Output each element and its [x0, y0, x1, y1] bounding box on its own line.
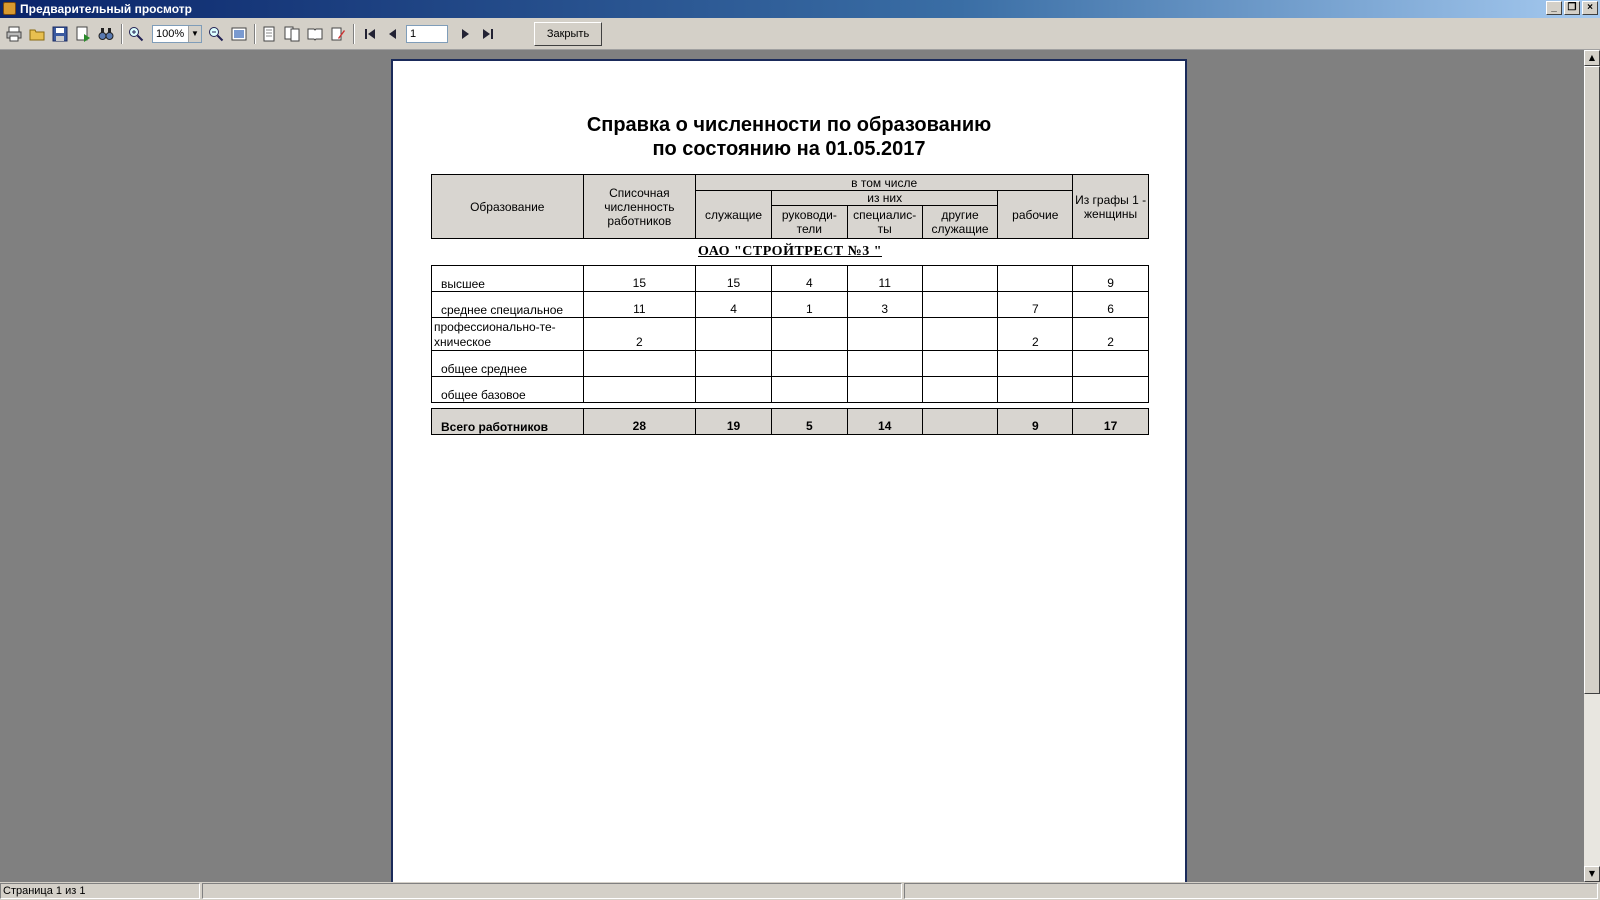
cell-employees	[696, 377, 772, 403]
table-row	[432, 377, 1149, 403]
prev-page-icon[interactable]	[384, 25, 402, 43]
cell-specialists: 3	[847, 292, 922, 318]
header-including: в том числе	[696, 175, 1073, 191]
table-row	[432, 351, 1149, 377]
first-page-icon[interactable]	[361, 25, 379, 43]
total-women: 17	[1073, 409, 1149, 435]
scroll-thumb[interactable]	[1584, 66, 1600, 694]
cell-other	[922, 377, 998, 403]
header-employees: служащие	[696, 191, 772, 239]
toolbar	[0, 18, 1600, 50]
export-icon[interactable]	[74, 25, 92, 43]
cell-women: 9	[1073, 266, 1149, 292]
cell-other	[922, 266, 998, 292]
save-icon[interactable]	[51, 25, 69, 43]
minimize-button[interactable]: _	[1546, 1, 1562, 15]
cell-workers	[998, 377, 1073, 403]
zoom-in-icon[interactable]	[127, 25, 145, 43]
table-row	[432, 292, 1149, 318]
total-specialists: 14	[847, 409, 922, 435]
cell-employees: 15	[696, 266, 772, 292]
cell-headcount	[583, 377, 696, 403]
window-controls	[1546, 1, 1598, 15]
zoom-out-icon[interactable]	[207, 25, 225, 43]
cell-specialists	[847, 318, 922, 351]
cell-managers	[771, 377, 847, 403]
vertical-scrollbar[interactable]	[1584, 50, 1600, 882]
cell-managers: 1	[771, 292, 847, 318]
cell-headcount: 15	[583, 266, 696, 292]
page-number-input[interactable]: 1	[406, 25, 448, 43]
cell-managers: 4	[771, 266, 847, 292]
total-managers: 5	[771, 409, 847, 435]
restore-button[interactable]: ❐	[1564, 1, 1580, 15]
cell-specialists	[847, 377, 922, 403]
header-other-employees: другие служащие	[922, 206, 998, 239]
total-headcount: 28	[583, 409, 696, 435]
header-workers: рабочие	[998, 191, 1073, 239]
cell-workers: 7	[998, 292, 1073, 318]
zoom-select[interactable]	[152, 25, 202, 43]
fit-page-icon[interactable]	[230, 25, 248, 43]
header-headcount: Списочная численность работников	[583, 175, 696, 239]
cell-other	[922, 292, 998, 318]
scroll-up-icon[interactable]: ▲	[1584, 50, 1600, 66]
row-label: общее базовое	[432, 377, 584, 403]
toolbar-separator	[121, 24, 123, 44]
cell-women	[1073, 377, 1149, 403]
cell-specialists	[847, 351, 922, 377]
app-icon	[3, 2, 16, 15]
total-label: Всего работников	[432, 409, 584, 435]
cell-managers	[771, 351, 847, 377]
last-page-icon[interactable]	[479, 25, 497, 43]
toolbar-separator	[353, 24, 355, 44]
header-managers: руководи-тели	[771, 206, 847, 239]
total-other	[922, 409, 998, 435]
table-row	[432, 318, 1149, 351]
cell-employees	[696, 351, 772, 377]
report-page	[391, 59, 1187, 889]
report-table	[431, 174, 1149, 435]
title-bar	[0, 0, 1600, 18]
single-page-icon[interactable]	[260, 25, 278, 43]
edit-icon[interactable]	[329, 25, 347, 43]
cell-employees: 4	[696, 292, 772, 318]
total-row	[432, 409, 1149, 435]
status-bar	[0, 882, 1600, 900]
row-label: профессионально-те-хническое	[432, 318, 584, 351]
report-title-line1: Справка о численности по образованию	[586, 114, 992, 136]
scroll-down-icon[interactable]: ▼	[1584, 866, 1600, 882]
status-panel	[202, 883, 902, 899]
cell-headcount: 11	[583, 292, 696, 318]
row-label: среднее специальное	[432, 292, 584, 318]
find-icon[interactable]	[97, 25, 115, 43]
chevron-down-icon[interactable]: ▼	[188, 26, 201, 42]
zoom-value: 100%	[156, 28, 185, 40]
cell-managers	[771, 318, 847, 351]
cell-workers: 2	[998, 318, 1073, 351]
organization-name: ОАО "СТРОЙТРЕСТ №3 "	[432, 239, 1149, 266]
window-title: Предварительный просмотр	[20, 2, 192, 16]
cell-headcount	[583, 351, 696, 377]
row-label: общее среднее	[432, 351, 584, 377]
cell-specialists: 11	[847, 266, 922, 292]
cell-other	[922, 318, 998, 351]
header-women: Из графы 1 - женщины	[1073, 175, 1149, 239]
next-page-icon[interactable]	[456, 25, 474, 43]
header-specialists: специалис-ты	[847, 206, 922, 239]
cell-women	[1073, 351, 1149, 377]
toolbar-separator	[254, 24, 256, 44]
table-row	[432, 266, 1149, 292]
report-title-line2: по состоянию на 01.05.2017	[652, 138, 926, 160]
status-panel	[904, 883, 1598, 899]
cell-workers	[998, 351, 1073, 377]
close-button[interactable]: Закрыть	[534, 22, 602, 46]
row-label: высшее	[432, 266, 584, 292]
total-employees: 19	[696, 409, 772, 435]
cell-workers	[998, 266, 1073, 292]
book-view-icon[interactable]	[306, 25, 324, 43]
cell-women: 6	[1073, 292, 1149, 318]
print-icon[interactable]	[5, 25, 23, 43]
open-folder-icon[interactable]	[28, 25, 46, 43]
cell-headcount: 2	[583, 318, 696, 351]
cell-employees	[696, 318, 772, 351]
status-page-info: Страница 1 из 1	[0, 883, 200, 899]
close-window-button[interactable]: ×	[1582, 1, 1598, 15]
header-of-them: из них	[771, 191, 998, 206]
header-education: Образование	[432, 175, 584, 239]
cell-other	[922, 351, 998, 377]
multi-page-icon[interactable]	[283, 25, 301, 43]
total-workers: 9	[998, 409, 1073, 435]
cell-women: 2	[1073, 318, 1149, 351]
